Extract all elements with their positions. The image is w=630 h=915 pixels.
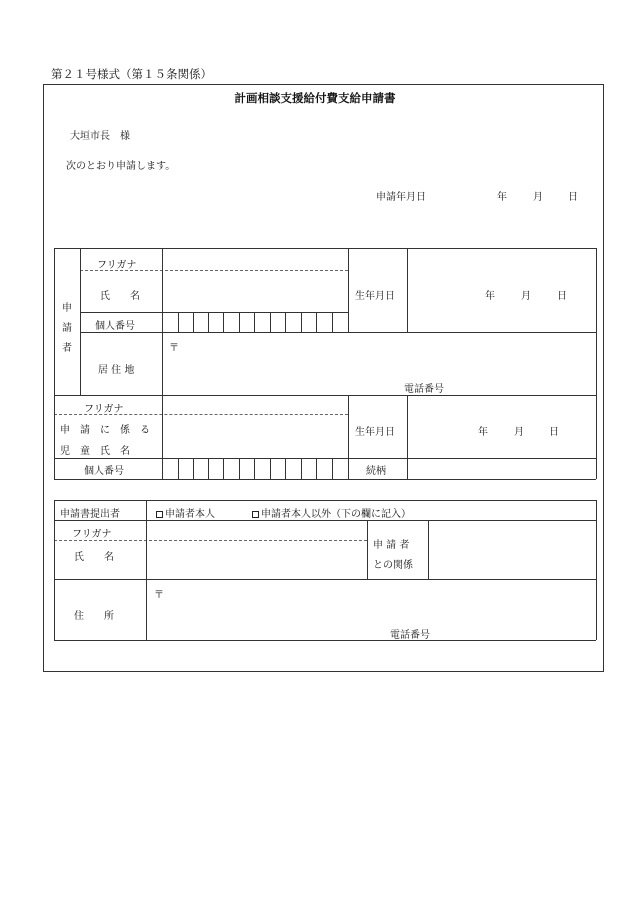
- applicant-section-label-3: 者: [62, 343, 72, 354]
- applicant-section-label-1: 申: [62, 303, 72, 314]
- child-birth-day: 日: [549, 427, 559, 438]
- applicant-postal-mark: 〒: [169, 343, 179, 354]
- submitter-relation-line2: との関係: [373, 560, 413, 571]
- applicant-name-label: 氏 名: [100, 291, 140, 302]
- applicant-birth-day: 日: [557, 291, 567, 302]
- application-date-month: 月: [533, 192, 543, 203]
- child-birth-month: 月: [514, 427, 524, 438]
- child-label-line2: 児 童 氏 名: [60, 446, 130, 457]
- application-date-year: 年: [497, 192, 507, 203]
- applicant-personal-number-label: 個人番号: [95, 321, 135, 332]
- intro-text: 次のとおり申請します。: [66, 161, 176, 172]
- applicant-birth-month: 月: [521, 291, 531, 302]
- submitter-label: 申請書提出者: [60, 509, 120, 520]
- submitter-option-self-label: 申請者本人: [165, 509, 215, 520]
- form-number: 第２１号様式（第１５条関係）: [51, 67, 212, 81]
- application-date-day: 日: [568, 192, 578, 203]
- applicant-phone-label: 電話番号: [404, 384, 444, 395]
- child-birth-year: 年: [478, 427, 488, 438]
- submitter-address-label: 住 所: [74, 611, 114, 622]
- child-birthdate-label: 生年月日: [355, 427, 395, 438]
- application-date-label: 申請年月日: [376, 192, 426, 203]
- submitter-name-label: 氏 名: [74, 552, 114, 563]
- submitter-phone-label: 電話番号: [390, 630, 430, 641]
- submitter-relation-line1: 申 請 者: [373, 540, 410, 551]
- checkbox-other-icon[interactable]: [252, 511, 259, 518]
- checkbox-self-icon[interactable]: [156, 511, 163, 518]
- applicant-birthdate-label: 生年月日: [355, 291, 395, 302]
- form-title: 計画相談支援給付費支給申請書: [234, 91, 396, 105]
- applicant-section-label-2: 請: [62, 323, 72, 334]
- addressee: 大垣市長 様: [70, 131, 130, 142]
- applicant-address-label: 居 住 地: [98, 365, 135, 376]
- child-relation-label: 続柄: [366, 466, 386, 477]
- child-label-line1: 申 請 に 係 る: [60, 425, 150, 436]
- submitter-option-other[interactable]: [252, 505, 411, 520]
- submitter-furigana-label: フリガナ: [72, 529, 112, 540]
- submitter-postal-mark: 〒: [154, 590, 164, 601]
- submitter-option-self[interactable]: [156, 505, 215, 520]
- child-furigana-label: フリガナ: [84, 404, 124, 415]
- applicant-birth-year: 年: [485, 291, 495, 302]
- submitter-option-other-label: 申請者本人以外（下の欄に記入）: [261, 509, 411, 520]
- form-frame: [43, 84, 604, 672]
- applicant-furigana-label: フリガナ: [97, 260, 137, 271]
- child-personal-number-label: 個人番号: [84, 466, 124, 477]
